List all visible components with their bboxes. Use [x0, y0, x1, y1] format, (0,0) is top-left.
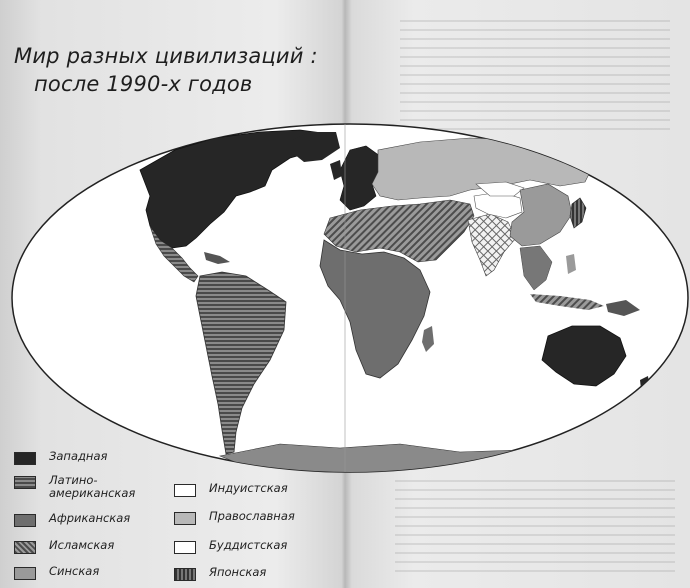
- map-title-line-1: Мир разных цивилизаций :: [14, 44, 318, 68]
- legend-swatch: [14, 452, 36, 465]
- legend-item-islamic: [14, 539, 169, 554]
- legend-label: Латино- американская: [49, 473, 136, 500]
- legend-item-buddhist: [174, 539, 329, 554]
- map-title-line-2: после 1990-х годов: [34, 72, 253, 96]
- legend-label: Японская: [209, 565, 267, 579]
- legend-label: Исламская: [49, 538, 115, 552]
- legend-swatch: [14, 567, 36, 580]
- legend-item-japanese: [174, 566, 329, 581]
- legend-label: Индуистская: [209, 481, 288, 495]
- legend-item-orthodox: [174, 510, 329, 525]
- legend-label: Западная: [49, 449, 108, 463]
- legend-label: Православная: [209, 509, 295, 523]
- legend-item-sinic: [14, 565, 169, 580]
- legend-swatch: [174, 541, 196, 554]
- legend-item-hindu: [174, 482, 329, 497]
- legend-swatch: [174, 512, 196, 525]
- legend-swatch: [14, 514, 36, 527]
- legend-label: Африканская: [49, 511, 131, 525]
- legend-label: Буддистская: [209, 538, 288, 552]
- legend-swatch: [174, 484, 196, 497]
- legend-swatch: [14, 476, 36, 489]
- legend-item-african: [14, 512, 169, 527]
- legend-item-latin: [14, 474, 169, 500]
- legend-item-western: [14, 450, 169, 465]
- legend-label: Синская: [49, 564, 100, 578]
- legend-swatch: [14, 541, 36, 554]
- legend-swatch: [174, 568, 196, 581]
